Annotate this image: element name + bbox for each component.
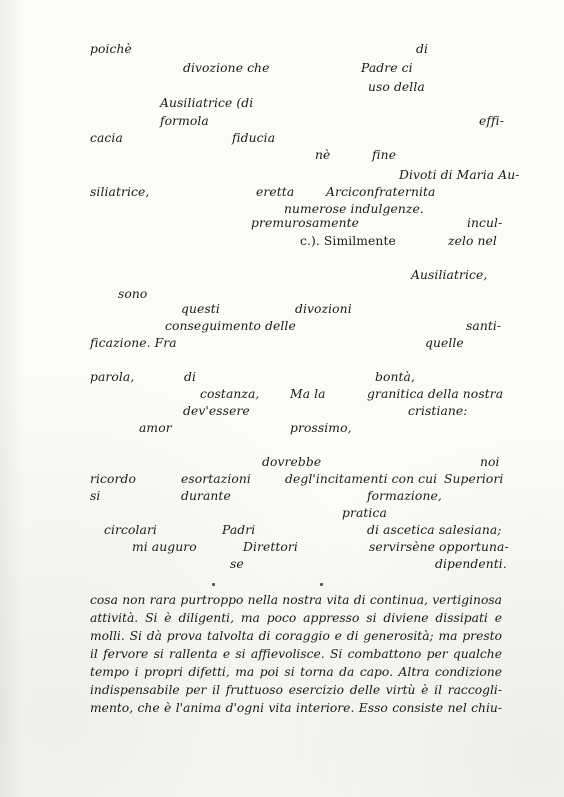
text-fragment: Padri [222,523,256,537]
text-fragment: ricordo [90,472,136,486]
paragraph-line: mento, che è l'anima d'ogni vita interiore. Esso consiste nel chiu- [90,701,502,715]
text-fragment: di [184,370,197,384]
text-fragment: incul- [467,216,503,230]
text-fragment: nè [315,148,331,162]
paragraph-line: molli. Si dà prova talvolta di coraggio e di generosità; ma presto [90,629,502,643]
text-fragment: numerose indulgenze. [284,202,424,216]
text-fragment: Superiori [444,472,504,486]
text-fragment: premurosamente [251,216,360,230]
text-fragment: di ascetica salesiana; [367,523,502,537]
text-fragment: esortazioni [181,472,251,486]
text-fragment: santi- [466,319,502,333]
text-fragment: durante [181,489,231,503]
text-fragment: amor [139,421,172,435]
text-fragment: si [90,489,101,503]
text-fragment: siliatrice, [90,185,150,199]
text-fragment: Ausiliatrice, [411,268,488,282]
text-fragment: dipendenti. [435,557,507,571]
text-fragment: formola [160,114,209,128]
text-fragment: mi auguro [132,540,197,554]
scan-shadow [0,0,24,797]
text-fragment: Direttori [243,540,298,554]
text-fragment: noi [480,455,500,469]
text-fragment: eretta [256,185,295,199]
paragraph-line: attività. Si è diligenti, ma poco appresso si diviene dissipati e [90,611,502,625]
text-fragment: Ausiliatrice (di [160,96,254,110]
ink-speck [320,583,323,586]
text-fragment: pratica [342,506,387,520]
text-fragment: degl'incitamenti con cui [285,472,438,486]
text-fragment: di [416,42,429,56]
text-fragment: zelo nel [448,234,497,248]
text-fragment: bontà, [375,370,415,384]
paragraph-line: cosa non rara purtroppo nella nostra vita di continua, vertiginosa [90,593,502,607]
text-fragment: Padre ci [361,61,413,75]
text-fragment: fine [372,148,397,162]
ink-speck [212,583,215,586]
text-fragment: se [230,557,244,571]
text-fragment: formazione, [367,489,442,503]
text-fragment: dev'essere [183,404,250,418]
text-fragment: effi- [479,114,504,128]
text-fragment: parola, [90,370,135,384]
text-fragment: Arciconfraternita [326,185,436,199]
text-fragment: conseguimento delle [165,319,296,333]
text-fragment: Divoti di Maria Au- [399,168,520,182]
text-fragment: servirsène opportuna- [369,540,509,554]
text-fragment: uso della [368,80,425,94]
text-fragment: c.). Similmente [300,234,396,248]
text-fragment: sono [118,287,148,301]
text-fragment: ficazione. Fra [90,336,177,350]
text-fragment: cristiane: [408,404,468,418]
text-fragment: poichè [90,42,132,56]
text-fragment: divozioni [295,302,352,316]
text-fragment: prossimo, [290,421,352,435]
text-fragment: divozione che [183,61,270,75]
text-fragment: dovrebbe [262,455,322,469]
text-fragment: granitica della nostra [367,387,504,401]
text-fragment: circolari [104,523,157,537]
text-fragment: cacia [90,131,123,145]
text-fragment: quelle [425,336,464,350]
text-fragment: costanza, [200,387,260,401]
paragraph-line: il fervore si rallenta e si affievolisce. Si combattono per qualche [90,647,502,661]
paragraph-line: indispensabile per il fruttuoso esercizio delle virtù è il raccogli- [90,683,502,697]
text-fragment: Ma la [290,387,326,401]
paragraph-line: tempo i propri difetti, ma poi si torna da capo. Altra condizione [90,665,502,679]
text-fragment: fiducia [232,131,276,145]
text-fragment: questi [181,302,220,316]
